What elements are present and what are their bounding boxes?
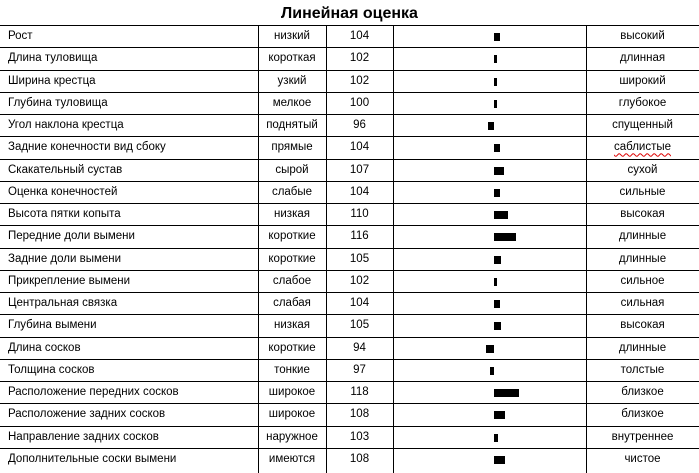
high-label-text: высокая [620, 208, 665, 220]
score-bar [486, 345, 494, 353]
low-label: имеются [268, 452, 316, 465]
high-label-text: спущенный [612, 119, 673, 131]
trait-name: Расположение передних сосков [8, 386, 179, 398]
table-row [0, 293, 699, 315]
low-label: тонкие [274, 363, 310, 376]
table-row [0, 404, 699, 426]
score-value: 118 [350, 386, 369, 398]
bar-cell [393, 249, 586, 270]
high-label [586, 160, 699, 181]
high-label-text: внутреннее [611, 430, 674, 443]
high-label [586, 26, 699, 47]
low-label: поднятый [266, 119, 318, 131]
high-label-text: длинные [618, 341, 667, 354]
high-label [586, 338, 699, 359]
bar-cell [393, 71, 586, 92]
high-label-text: глубокое [618, 96, 667, 109]
low-label: сырой [275, 163, 309, 176]
low-label: широкое [268, 386, 316, 398]
score-value: 108 [349, 408, 370, 421]
trait-name: Высота пятки копыта [8, 208, 121, 220]
trait-name: Центральная связка [8, 297, 118, 309]
bar-cell [393, 315, 586, 336]
low-label: мелкое [272, 96, 312, 109]
bar-cell [393, 160, 586, 181]
low-label: широкое [268, 408, 316, 421]
high-label [586, 360, 699, 381]
trait-name: Толщина сосков [8, 363, 95, 376]
score-value: 97 [353, 363, 366, 376]
column-divider [586, 26, 587, 473]
high-label-text: высокая [620, 319, 665, 332]
high-label-text: чистое [624, 452, 661, 465]
bar-cell [393, 226, 586, 247]
score-bar [494, 411, 505, 419]
high-label [586, 204, 699, 225]
high-label [586, 315, 699, 336]
trait-name: Скакательный сустав [8, 163, 123, 176]
high-label-text: близкое [621, 408, 664, 421]
score-value: 107 [349, 163, 370, 176]
high-label [586, 271, 699, 292]
bar-cell [393, 137, 586, 158]
score-value: 116 [350, 230, 369, 243]
column-divider [393, 26, 394, 473]
table-row [0, 137, 699, 159]
bar-cell [393, 427, 586, 448]
low-label: низкая [274, 208, 310, 220]
table-row [0, 26, 699, 48]
trait-name: Длина сосков [8, 341, 81, 354]
high-label [586, 249, 699, 270]
page-title: Линейная оценка [281, 5, 418, 22]
low-label: низкий [274, 30, 310, 42]
table-row [0, 93, 699, 115]
bar-cell [393, 26, 586, 47]
trait-name: Направление задних сосков [8, 430, 159, 443]
score-value: 94 [353, 341, 366, 354]
score-value: 104 [349, 297, 370, 309]
high-label-text: сильная [620, 297, 665, 309]
score-bar [494, 55, 497, 63]
low-label: слабое [272, 274, 312, 287]
linear-evaluation-table [0, 26, 699, 471]
bar-cell [393, 293, 586, 314]
high-label-text: близкое [621, 386, 664, 398]
score-value: 102 [349, 52, 370, 65]
table-row [0, 382, 699, 404]
table-row [0, 226, 699, 248]
trait-name: Угол наклона крестца [8, 119, 124, 131]
score-value: 110 [350, 208, 369, 220]
bar-cell [393, 338, 586, 359]
score-bar [490, 367, 494, 375]
low-label: низкая [274, 319, 310, 332]
trait-name: Глубина туловища [8, 96, 108, 109]
low-label: короткая [268, 52, 316, 65]
table-row [0, 360, 699, 382]
table-row [0, 182, 699, 204]
score-value: 96 [353, 119, 366, 131]
high-label-text: сухой [627, 163, 658, 176]
high-label-text: высокий [620, 30, 665, 42]
bar-cell [393, 115, 586, 136]
low-label: короткие [268, 230, 316, 243]
score-bar [494, 278, 497, 286]
bar-cell [393, 449, 586, 471]
score-bar [494, 456, 505, 464]
high-label [586, 293, 699, 314]
score-bar [494, 389, 519, 397]
score-value: 104 [349, 30, 370, 42]
trait-name: Передние доли вымени [8, 230, 135, 243]
low-label: слабая [273, 297, 311, 309]
score-bar [494, 300, 500, 308]
score-value: 103 [349, 430, 370, 443]
low-label: наружное [266, 430, 318, 443]
trait-name: Ширина крестца [8, 74, 96, 87]
column-divider [326, 26, 327, 473]
table-row [0, 427, 699, 449]
trait-name: Задние доли вымени [8, 252, 122, 265]
low-label: узкий [277, 74, 307, 87]
score-bar [494, 100, 497, 108]
score-value: 104 [349, 141, 370, 154]
high-label [586, 182, 699, 203]
score-value: 100 [349, 96, 370, 109]
high-label [586, 382, 699, 403]
high-label-text: сильные [619, 185, 666, 198]
low-label: слабые [271, 185, 313, 198]
high-label [586, 71, 699, 92]
high-label-text: широкий [619, 74, 666, 87]
score-bar [494, 189, 500, 197]
high-label-text: длинная [619, 52, 666, 65]
table-row [0, 204, 699, 226]
score-value: 105 [349, 319, 370, 332]
bar-cell [393, 404, 586, 425]
high-label-text: длинные [618, 230, 667, 243]
score-bar [494, 144, 500, 152]
column-divider [258, 26, 259, 473]
high-label-text: сильное [620, 274, 665, 287]
table-row [0, 271, 699, 293]
trait-name: Прикрепление вымени [8, 274, 131, 287]
table-row [0, 71, 699, 93]
table-row [0, 115, 699, 137]
low-label: короткие [268, 341, 316, 354]
high-label [586, 404, 699, 425]
high-label [586, 115, 699, 136]
trait-name: Дополнительные соски вымени [8, 452, 177, 465]
score-bar [488, 122, 494, 130]
low-label: прямые [271, 141, 313, 154]
score-bar [494, 434, 498, 442]
score-bar [494, 211, 508, 219]
trait-name: Рост [8, 30, 33, 42]
table-row [0, 48, 699, 70]
trait-name: Задние конечности вид сбоку [8, 141, 166, 154]
trait-name: Расположение задних сосков [8, 408, 166, 421]
table-row [0, 315, 699, 337]
score-bar [494, 78, 497, 86]
high-label-text: длинные [618, 252, 667, 265]
score-value: 104 [349, 185, 370, 198]
score-bar [494, 33, 500, 41]
bar-cell [393, 182, 586, 203]
trait-name: Оценка конечностей [8, 185, 118, 198]
score-bar [494, 167, 504, 175]
score-bar [494, 256, 501, 264]
bar-cell [393, 271, 586, 292]
table-row [0, 160, 699, 182]
score-value: 102 [349, 74, 370, 87]
bar-cell [393, 204, 586, 225]
low-label: короткие [268, 252, 316, 265]
bar-cell [393, 382, 586, 403]
high-label [586, 449, 699, 471]
table-row [0, 249, 699, 271]
score-value: 105 [349, 252, 370, 265]
high-label-text: саблистые [613, 141, 672, 154]
bar-cell [393, 360, 586, 381]
high-label [586, 48, 699, 69]
trait-name: Длина туловища [8, 52, 98, 65]
table-row [0, 449, 699, 471]
bar-cell [393, 93, 586, 114]
high-label [586, 226, 699, 247]
high-label-text: толстые [620, 363, 665, 376]
score-bar [494, 322, 501, 330]
score-value: 108 [349, 452, 370, 465]
high-label [586, 93, 699, 114]
score-value: 102 [349, 274, 370, 287]
bar-cell [393, 48, 586, 69]
high-label [586, 137, 699, 158]
trait-name: Глубина вымени [8, 319, 97, 332]
score-bar [494, 233, 516, 241]
high-label [586, 427, 699, 448]
table-row [0, 338, 699, 360]
